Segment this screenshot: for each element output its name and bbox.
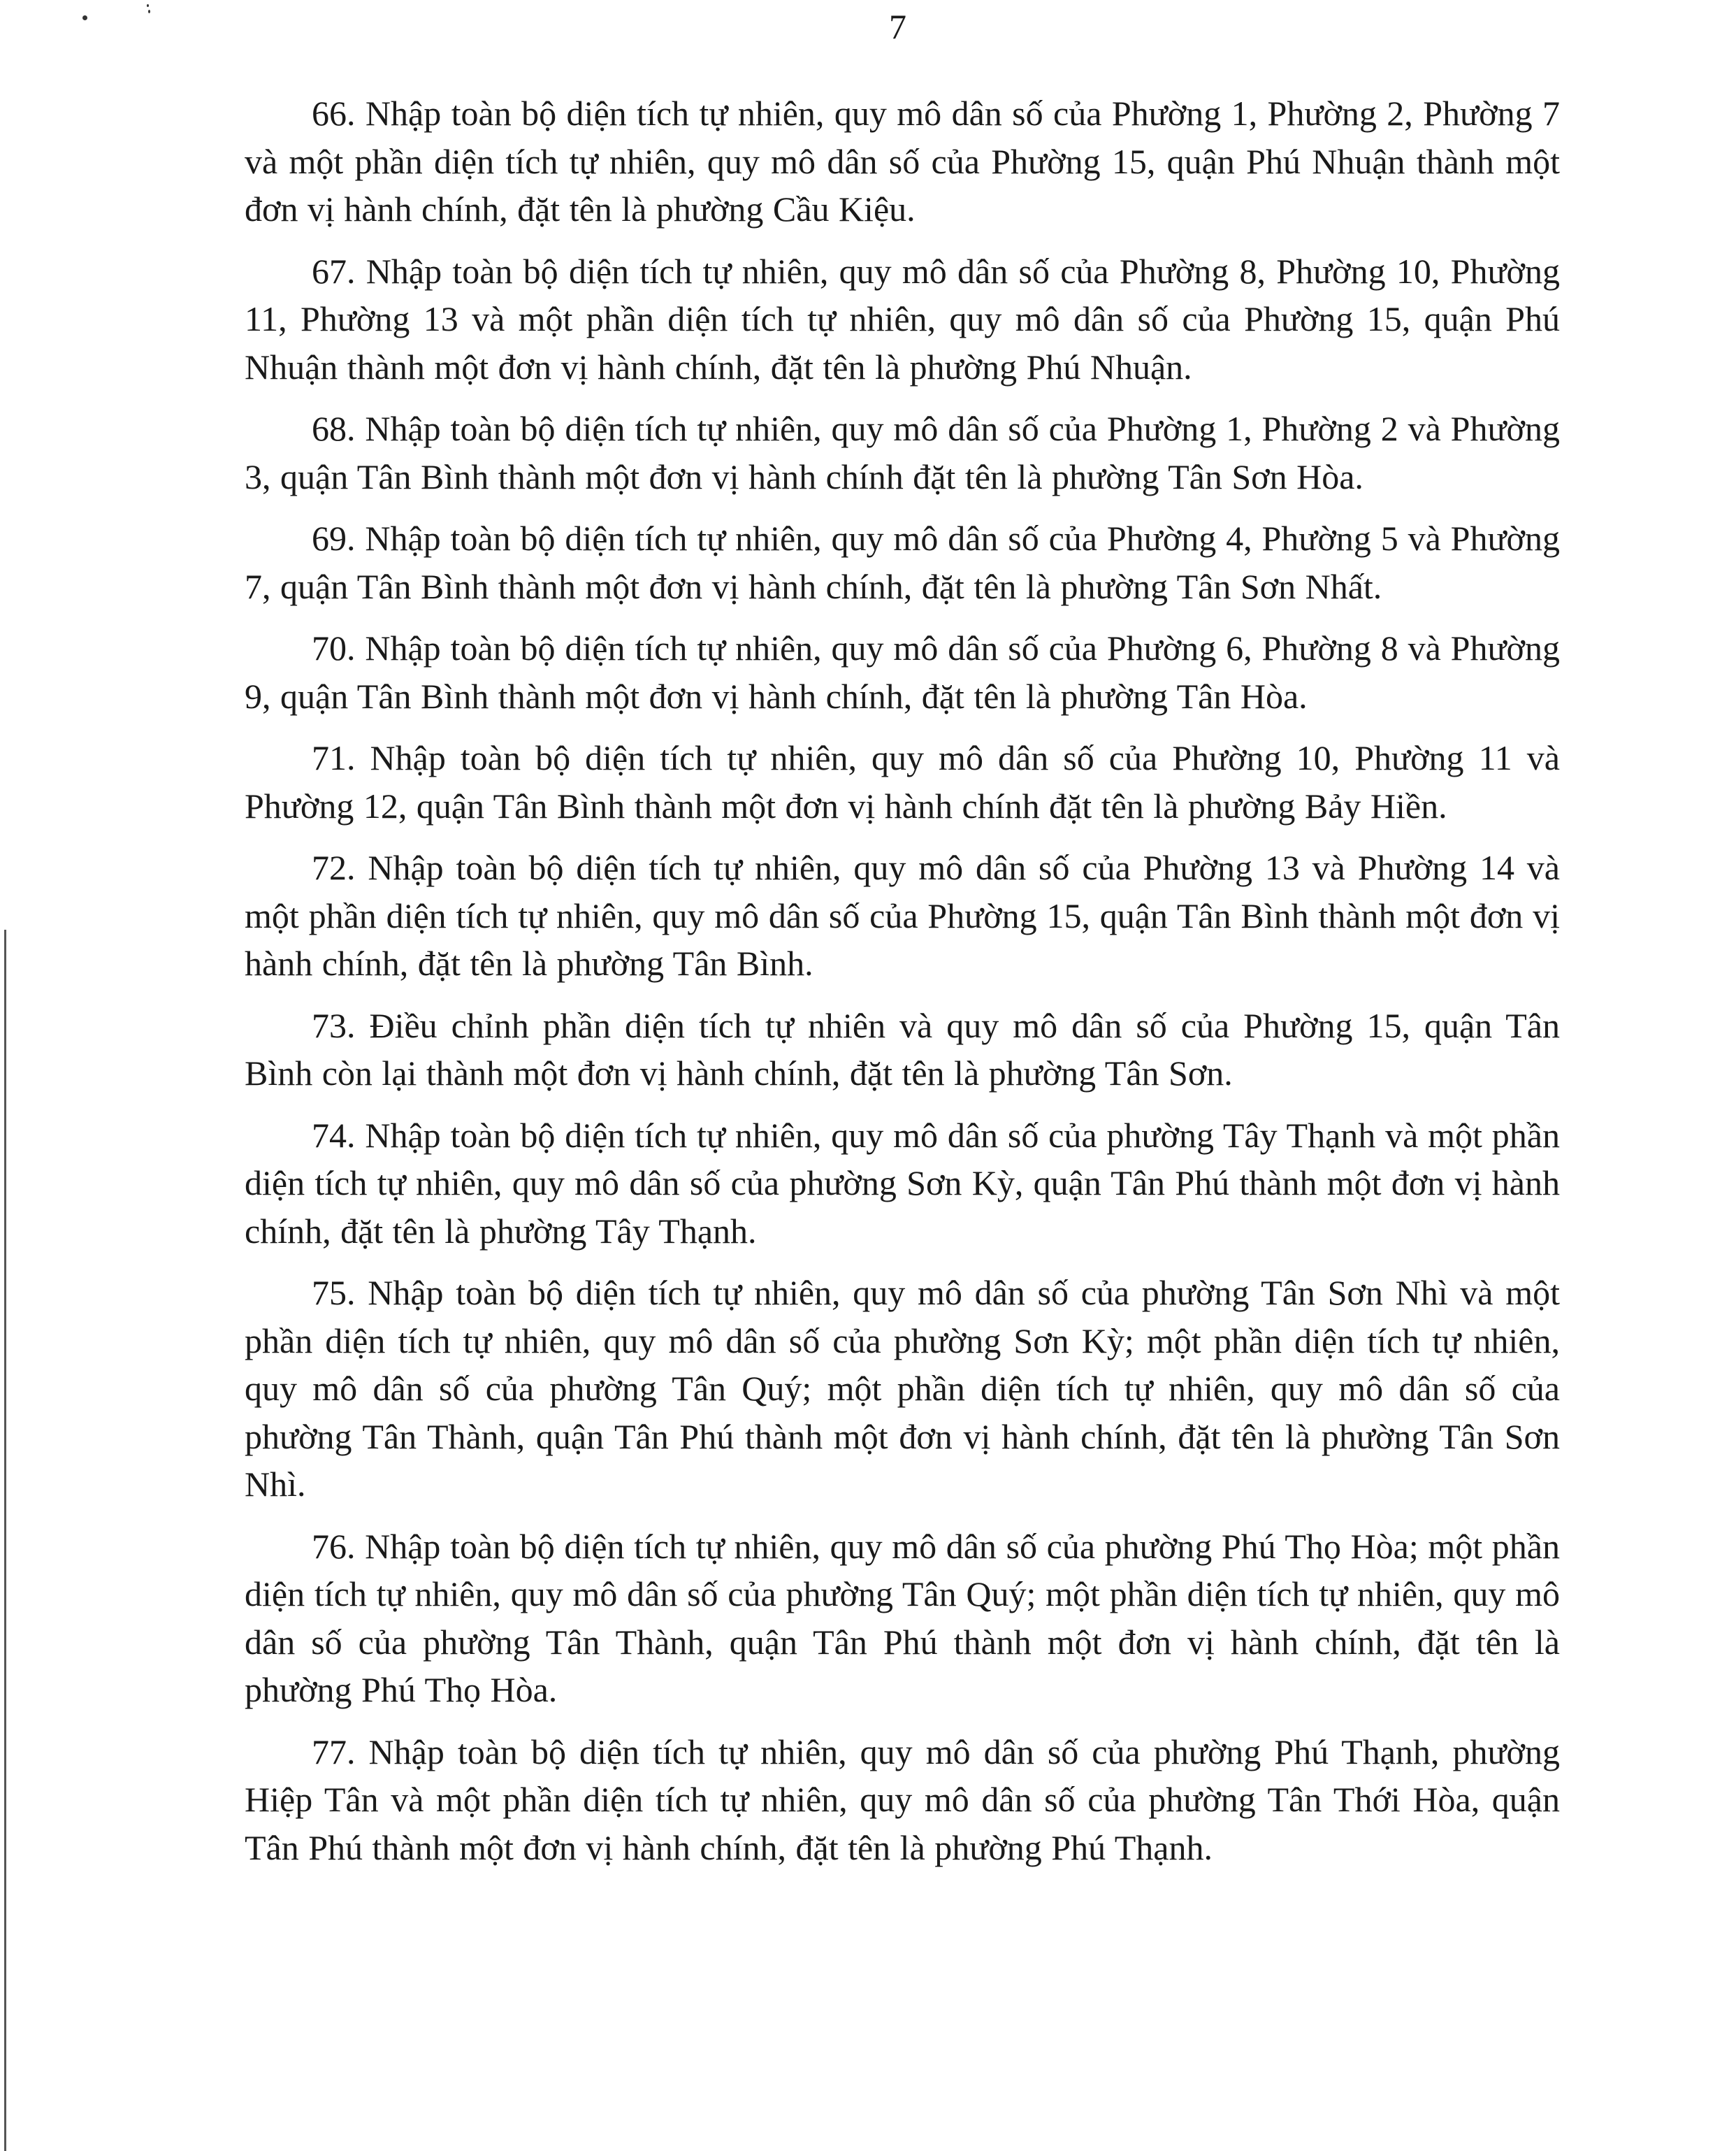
paragraph-item-76: 76. Nhập toàn bộ diện tích tự nhiên, quy mô dân số của phường Phú Thọ Hòa; một phần diện tích tự nhiên, quy mô dân số của phường Tân Quý; một phần diện tích tự nhiên, quy mô dân số của phường Tân Thành, quận Tân Phú thành một đơn vị hành chính, đặt tên là phường Phú Thọ Hòa. bbox=[245, 1526, 1560, 1709]
page-number: 7 bbox=[889, 7, 907, 46]
paragraph-item-70: 70. Nhập toàn bộ diện tích tự nhiên, quy mô dân số của Phường 6, Phường 8 và Phường 9, quận Tân Bình thành một đơn vị hành chính, đặt tên là phường Tân Hòa. bbox=[245, 628, 1560, 716]
document-body bbox=[245, 89, 1560, 1885]
paragraph-item-74: 74. Nhập toàn bộ diện tích tự nhiên, quy mô dân số của phường Tây Thạnh và một phần diện tích tự nhiên, quy mô dân số của phường Sơn Kỳ, quận Tân Phú thành một đơn vị hành chính, đặt tên là phường Tây Thạnh. bbox=[245, 1115, 1560, 1251]
paragraph-item-67: 67. Nhập toàn bộ diện tích tự nhiên, quy mô dân số của Phường 8, Phường 10, Phường 11, Phường 13 và một phần diện tích tự nhiên, quy mô dân số của Phường 15, quận Phú Nhuận thành một đơn vị hành chính, đặt tên là phường Phú Nhuận. bbox=[245, 251, 1560, 387]
paragraph-item-75: 75. Nhập toàn bộ diện tích tự nhiên, quy mô dân số của phường Tân Sơn Nhì và một phần diện tích tự nhiên, quy mô dân số của phường Sơn Kỳ; một phần diện tích tự nhiên, quy mô dân số của phường Tân Quý; một phần diện tích tự nhiên, quy mô dân số của phường Tân Thành, quận Tân Phú thành một đơn vị hành chính, đặt tên là phường Tân Sơn Nhì. bbox=[245, 1273, 1560, 1504]
paragraph-item-66: 66. Nhập toàn bộ diện tích tự nhiên, quy mô dân số của Phường 1, Phường 2, Phường 7 và một phần diện tích tự nhiên, quy mô dân số của Phường 15, quận Phú Nhuận thành một đơn vị hành chính, đặt tên là phường Cầu Kiệu. bbox=[245, 94, 1560, 229]
paragraph-item-71: 71. Nhập toàn bộ diện tích tự nhiên, quy mô dân số của Phường 10, Phường 11 và Phường 12, quận Tân Bình thành một đơn vị hành chính đặt tên là phường Bảy Hiền. bbox=[245, 738, 1560, 826]
paragraph-item-72: 72. Nhập toàn bộ diện tích tự nhiên, quy mô dân số của Phường 13 và Phường 14 và một phần diện tích tự nhiên, quy mô dân số của Phường 15, quận Tân Bình thành một đơn vị hành chính, đặt tên là phường Tân Bình. bbox=[245, 848, 1560, 983]
paragraph-item-73: 73. Điều chỉnh phần diện tích tự nhiên và quy mô dân số của Phường 15, quận Tân Bình còn lại thành một đơn vị hành chính, đặt tên là phường Tân Sơn. bbox=[245, 1005, 1560, 1093]
paragraph-item-69: 69. Nhập toàn bộ diện tích tự nhiên, quy mô dân số của Phường 4, Phường 5 và Phường 7, quận Tân Bình thành một đơn vị hành chính, đặt tên là phường Tân Sơn Nhất. bbox=[245, 519, 1560, 606]
paragraph-item-77: 77. Nhập toàn bộ diện tích tự nhiên, quy mô dân số của phường Phú Thạnh, phường Hiệp Tân và một phần diện tích tự nhiên, quy mô dân số của phường Tân Thới Hòa, quận Tân Phú thành một đơn vị hành chính, đặt tên là phường Phú Thạnh. bbox=[245, 1732, 1560, 1867]
scan-margin-line bbox=[4, 930, 6, 2151]
paragraph-item-68: 68. Nhập toàn bộ diện tích tự nhiên, quy mô dân số của Phường 1, Phường 2 và Phường 3, quận Tân Bình thành một đơn vị hành chính đặt tên là phường Tân Sơn Hòa. bbox=[245, 409, 1560, 496]
